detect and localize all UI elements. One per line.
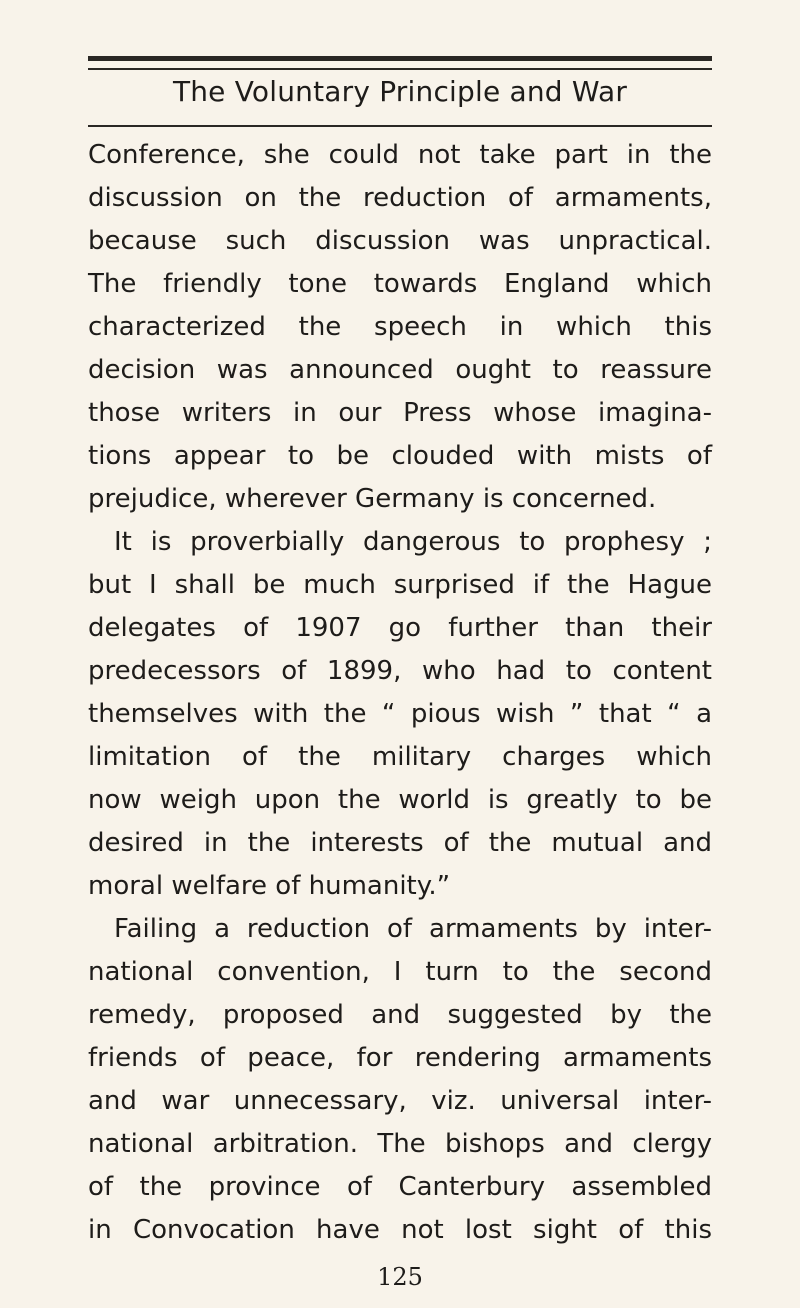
- text-line: national arbitration. The bishops and clergy: [88, 1129, 712, 1159]
- text-line: decision was announced ought to reassure: [88, 355, 712, 385]
- text-line: remedy, proposed and suggested by the: [88, 1000, 712, 1030]
- text-line: predecessors of 1899, who had to content: [88, 656, 712, 686]
- body-text: [88, 134, 712, 1252]
- page-number: 125: [377, 1263, 423, 1291]
- text-line: in Convocation have not lost sight of this: [88, 1215, 712, 1245]
- text-line: discussion on the reduction of armaments,: [88, 183, 712, 213]
- text-line: because such discussion was unpractical.: [88, 226, 712, 256]
- text-line: national convention, I turn to the second: [88, 957, 712, 987]
- text-line: Failing a reduction of armaments by inter-: [114, 914, 712, 944]
- text-line: and war unnecessary, viz. universal inter-: [88, 1086, 712, 1116]
- text-line: of the province of Canterbury assembled: [88, 1172, 712, 1202]
- text-line: those writers in our Press whose imagina-: [88, 398, 712, 428]
- text-line: limitation of the military charges which: [88, 742, 712, 772]
- text-line: prejudice, wherever Germany is concerned.: [88, 484, 657, 514]
- text-line: themselves with the “ pious wish ” that “ a: [88, 699, 712, 729]
- text-line: Conference, she could not take part in the: [88, 140, 712, 170]
- header-rule-thin: [88, 68, 712, 70]
- text-line: now weigh upon the world is greatly to be: [88, 785, 712, 815]
- text-line: but I shall be much surprised if the Hague: [88, 570, 712, 600]
- text-line: characterized the speech in which this: [88, 312, 712, 342]
- running-head-rule: [88, 125, 712, 127]
- text-line: friends of peace, for rendering armaments: [88, 1043, 712, 1073]
- text-line: delegates of 1907 go further than their: [88, 613, 712, 643]
- text-line: It is proverbially dangerous to prophesy ;: [114, 527, 712, 557]
- text-line: moral welfare of humanity.”: [88, 871, 451, 901]
- text-line: The friendly tone towards England which: [88, 269, 712, 299]
- text-line: tions appear to be clouded with mists of: [88, 441, 712, 471]
- text-line: desired in the interests of the mutual and: [88, 828, 712, 858]
- header-rule-thick: [88, 56, 712, 61]
- running-head: The Voluntary Principle and War: [172, 75, 628, 108]
